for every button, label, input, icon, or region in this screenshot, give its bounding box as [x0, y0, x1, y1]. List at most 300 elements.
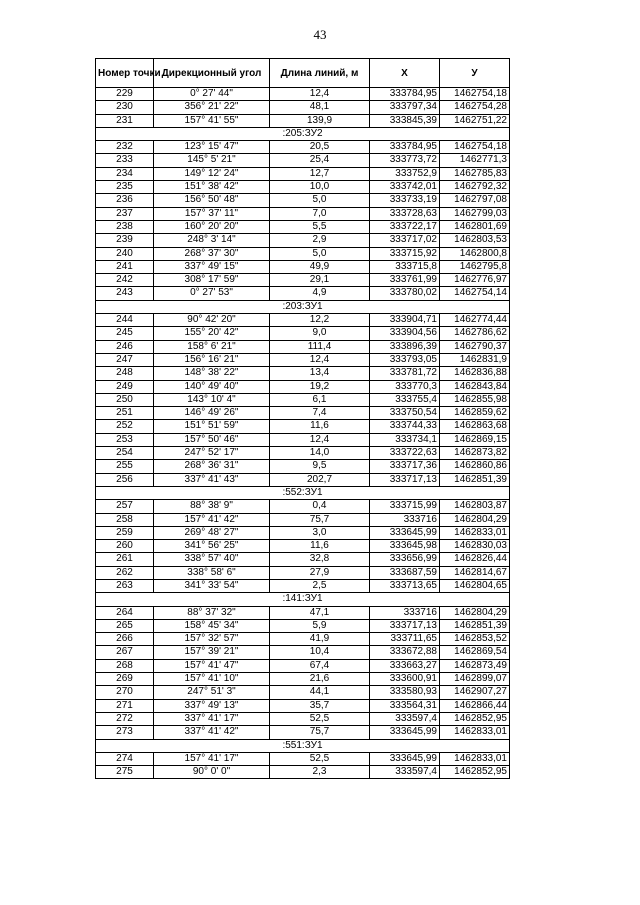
cell-direction-angle: 341° 56' 25": [154, 540, 270, 553]
header-line-length: Длина линий, м: [270, 59, 370, 88]
cell-point-number: 251: [96, 407, 154, 420]
cell-y: 1462852,95: [440, 766, 510, 779]
cell-y: 1462860,86: [440, 460, 510, 473]
cell-y: 1462873,49: [440, 659, 510, 672]
cell-y: 1462873,82: [440, 447, 510, 460]
cell-point-number: 249: [96, 380, 154, 393]
cell-point-number: 244: [96, 314, 154, 327]
cell-x: 333744,33: [370, 420, 440, 433]
cell-line-length: 111,4: [270, 340, 370, 353]
cell-x: 333645,99: [370, 726, 440, 739]
cell-y: 1462869,15: [440, 433, 510, 446]
table-row: [96, 287, 510, 300]
cell-y: 1462804,29: [440, 513, 510, 526]
cell-line-length: 35,7: [270, 699, 370, 712]
cell-line-length: 139,9: [270, 114, 370, 127]
cell-x: 333717,13: [370, 619, 440, 632]
cell-x: 333752,9: [370, 167, 440, 180]
cell-direction-angle: 157° 41' 42": [154, 513, 270, 526]
cell-y: 1462833,01: [440, 726, 510, 739]
cell-y: 1462754,28: [440, 101, 510, 114]
cell-x: 333715,92: [370, 247, 440, 260]
cell-line-length: 7,4: [270, 407, 370, 420]
cell-line-length: 52,5: [270, 712, 370, 725]
cell-point-number: 241: [96, 260, 154, 273]
cell-x: 333784,95: [370, 88, 440, 101]
table-row: [96, 101, 510, 114]
cell-direction-angle: 337° 41' 42": [154, 726, 270, 739]
cell-x: 333773,72: [370, 154, 440, 167]
cell-direction-angle: 337° 49' 15": [154, 260, 270, 273]
section-label: :141:ЗУ1: [96, 593, 510, 606]
cell-direction-angle: 151° 51' 59": [154, 420, 270, 433]
cell-point-number: 263: [96, 579, 154, 592]
cell-direction-angle: 140° 49' 40": [154, 380, 270, 393]
cell-direction-angle: 149° 12' 24": [154, 167, 270, 180]
cell-line-length: 2,9: [270, 234, 370, 247]
cell-x: 333742,01: [370, 181, 440, 194]
table-row: [96, 367, 510, 380]
cell-y: 1462804,65: [440, 579, 510, 592]
cell-y: 1462833,01: [440, 526, 510, 539]
cell-x: 333784,95: [370, 141, 440, 154]
cell-x: 333797,34: [370, 101, 440, 114]
cell-x: 333656,99: [370, 553, 440, 566]
cell-point-number: 231: [96, 114, 154, 127]
cell-line-length: 12,4: [270, 433, 370, 446]
table-row: [96, 726, 510, 739]
table-row: [96, 181, 510, 194]
table-row: [96, 314, 510, 327]
cell-x: 333722,17: [370, 220, 440, 233]
cell-line-length: 21,6: [270, 673, 370, 686]
cell-y: 1462774,44: [440, 314, 510, 327]
cell-line-length: 7,0: [270, 207, 370, 220]
cell-y: 1462899,07: [440, 673, 510, 686]
cell-point-number: 237: [96, 207, 154, 220]
cell-x: 333904,56: [370, 327, 440, 340]
cell-point-number: 269: [96, 673, 154, 686]
cell-line-length: 5,5: [270, 220, 370, 233]
cell-y: 1462869,54: [440, 646, 510, 659]
table-row: [96, 340, 510, 353]
table-row: [96, 407, 510, 420]
cell-x: 333845,39: [370, 114, 440, 127]
table-row: [96, 606, 510, 619]
cell-line-length: 12,4: [270, 88, 370, 101]
cell-point-number: 264: [96, 606, 154, 619]
cell-line-length: 6,1: [270, 393, 370, 406]
table-row: [96, 540, 510, 553]
cell-line-length: 2,3: [270, 766, 370, 779]
header-x: X: [370, 59, 440, 88]
cell-y: 1462814,67: [440, 566, 510, 579]
cell-x: 333645,99: [370, 526, 440, 539]
cell-direction-angle: 157° 41' 55": [154, 114, 270, 127]
table-row: [96, 260, 510, 273]
cell-direction-angle: 157° 50' 46": [154, 433, 270, 446]
cell-direction-angle: 338° 57' 40": [154, 553, 270, 566]
table-row: [96, 420, 510, 433]
cell-x: 333770,3: [370, 380, 440, 393]
cell-direction-angle: 0° 27' 53": [154, 287, 270, 300]
table-row: [96, 752, 510, 765]
cell-line-length: 11,6: [270, 420, 370, 433]
cell-point-number: 253: [96, 433, 154, 446]
cell-y: 1462866,44: [440, 699, 510, 712]
cell-line-length: 5,9: [270, 619, 370, 632]
cell-point-number: 243: [96, 287, 154, 300]
table-row: [96, 712, 510, 725]
cell-direction-angle: 157° 32' 57": [154, 633, 270, 646]
cell-point-number: 242: [96, 274, 154, 287]
cell-point-number: 247: [96, 353, 154, 366]
cell-direction-angle: 157° 41' 47": [154, 659, 270, 672]
cell-line-length: 12,7: [270, 167, 370, 180]
cell-line-length: 44,1: [270, 686, 370, 699]
cell-direction-angle: 90° 0' 0": [154, 766, 270, 779]
cell-direction-angle: 88° 37' 32": [154, 606, 270, 619]
cell-line-length: 49,9: [270, 260, 370, 273]
cell-line-length: 48,1: [270, 101, 370, 114]
cell-direction-angle: 148° 38' 22": [154, 367, 270, 380]
cell-point-number: 274: [96, 752, 154, 765]
cell-direction-angle: 158° 45' 34": [154, 619, 270, 632]
page-number: 43: [313, 27, 327, 42]
cell-x: 333761,99: [370, 274, 440, 287]
cell-point-number: 270: [96, 686, 154, 699]
cell-x: 333564,31: [370, 699, 440, 712]
cell-line-length: 10,0: [270, 181, 370, 194]
cell-x: 333711,65: [370, 633, 440, 646]
cell-x: 333733,19: [370, 194, 440, 207]
cell-y: 1462776,97: [440, 274, 510, 287]
cell-x: 333597,4: [370, 712, 440, 725]
section-label: :551:ЗУ1: [96, 739, 510, 752]
table-row: [96, 460, 510, 473]
cell-y: 1462801,69: [440, 220, 510, 233]
cell-line-length: 52,5: [270, 752, 370, 765]
cell-x: 333780,02: [370, 287, 440, 300]
cell-line-length: 202,7: [270, 473, 370, 486]
cell-direction-angle: 268° 36' 31": [154, 460, 270, 473]
table-row: [96, 673, 510, 686]
table-row: [96, 274, 510, 287]
cell-x: 333600,91: [370, 673, 440, 686]
table-row: [96, 566, 510, 579]
cell-direction-angle: 248° 3' 14": [154, 234, 270, 247]
cell-x: 333645,98: [370, 540, 440, 553]
table-row: [96, 526, 510, 539]
cell-line-length: 19,2: [270, 380, 370, 393]
cell-line-length: 12,4: [270, 353, 370, 366]
cell-line-length: 75,7: [270, 513, 370, 526]
cell-y: 1462836,88: [440, 367, 510, 380]
cell-y: 1462831,9: [440, 353, 510, 366]
cell-x: 333645,99: [370, 752, 440, 765]
cell-point-number: 245: [96, 327, 154, 340]
cell-point-number: 254: [96, 447, 154, 460]
section-label: :205:ЗУ2: [96, 127, 510, 140]
cell-direction-angle: 151° 38' 42": [154, 181, 270, 194]
cell-y: 1462751,22: [440, 114, 510, 127]
table-row: [96, 88, 510, 101]
cell-point-number: 271: [96, 699, 154, 712]
cell-y: 1462771,3: [440, 154, 510, 167]
table-row: [96, 154, 510, 167]
cell-x: 333896,39: [370, 340, 440, 353]
cell-point-number: 232: [96, 141, 154, 154]
table-row: [96, 659, 510, 672]
cell-y: 1462830,03: [440, 540, 510, 553]
cell-x: 333715,99: [370, 500, 440, 513]
cell-line-length: 3,0: [270, 526, 370, 539]
section-row: [96, 127, 510, 140]
cell-direction-angle: 145° 5' 21": [154, 154, 270, 167]
cell-y: 1462754,18: [440, 88, 510, 101]
cell-direction-angle: 0° 27' 44": [154, 88, 270, 101]
section-row: [96, 300, 510, 313]
table-row: [96, 619, 510, 632]
cell-x: 333717,02: [370, 234, 440, 247]
header-y: У: [440, 59, 510, 88]
cell-y: 1462855,98: [440, 393, 510, 406]
cell-direction-angle: 156° 50' 48": [154, 194, 270, 207]
cell-direction-angle: 268° 37' 30": [154, 247, 270, 260]
cell-direction-angle: 143° 10' 4": [154, 393, 270, 406]
header-point-number: Номер точки: [96, 59, 154, 88]
cell-y: 1462785,83: [440, 167, 510, 180]
cell-line-length: 32,8: [270, 553, 370, 566]
cell-line-length: 47,1: [270, 606, 370, 619]
table-row: [96, 393, 510, 406]
table-row: [96, 699, 510, 712]
cell-line-length: 12,2: [270, 314, 370, 327]
cell-point-number: 267: [96, 646, 154, 659]
cell-line-length: 41,9: [270, 633, 370, 646]
cell-direction-angle: 157° 37' 11": [154, 207, 270, 220]
table-row: [96, 327, 510, 340]
cell-y: 1462800,8: [440, 247, 510, 260]
cell-y: 1462852,95: [440, 712, 510, 725]
section-row: [96, 486, 510, 499]
cell-point-number: 275: [96, 766, 154, 779]
cell-point-number: 235: [96, 181, 154, 194]
cell-point-number: 256: [96, 473, 154, 486]
cell-line-length: 9,5: [270, 460, 370, 473]
cell-x: 333750,54: [370, 407, 440, 420]
cell-x: 333734,1: [370, 433, 440, 446]
cell-direction-angle: 337° 49' 13": [154, 699, 270, 712]
cell-x: 333687,59: [370, 566, 440, 579]
table-row: [96, 207, 510, 220]
cell-y: 1462851,39: [440, 473, 510, 486]
cell-y: 1462907,27: [440, 686, 510, 699]
cell-y: 1462826,44: [440, 553, 510, 566]
cell-y: 1462754,18: [440, 141, 510, 154]
table-row: [96, 473, 510, 486]
cell-line-length: 5,0: [270, 194, 370, 207]
cell-direction-angle: 308° 17' 59": [154, 274, 270, 287]
cell-x: 333580,93: [370, 686, 440, 699]
cell-direction-angle: 157° 41' 10": [154, 673, 270, 686]
cell-line-length: 9,0: [270, 327, 370, 340]
cell-line-length: 75,7: [270, 726, 370, 739]
cell-direction-angle: 160° 20' 20": [154, 220, 270, 233]
cell-line-length: 29,1: [270, 274, 370, 287]
cell-x: 333755,4: [370, 393, 440, 406]
cell-line-length: 4,9: [270, 287, 370, 300]
cell-point-number: 265: [96, 619, 154, 632]
table-row: [96, 247, 510, 260]
cell-direction-angle: 356° 21' 22": [154, 101, 270, 114]
cell-line-length: 13,4: [270, 367, 370, 380]
cell-point-number: 273: [96, 726, 154, 739]
cell-direction-angle: 123° 15' 47": [154, 141, 270, 154]
cell-direction-angle: 157° 39' 21": [154, 646, 270, 659]
cell-point-number: 259: [96, 526, 154, 539]
cell-point-number: 248: [96, 367, 154, 380]
cell-y: 1462797,08: [440, 194, 510, 207]
cell-point-number: 257: [96, 500, 154, 513]
cell-point-number: 252: [96, 420, 154, 433]
cell-y: 1462853,52: [440, 633, 510, 646]
cell-y: 1462803,87: [440, 500, 510, 513]
cell-x: 333904,71: [370, 314, 440, 327]
cell-y: 1462786,62: [440, 327, 510, 340]
cell-point-number: 258: [96, 513, 154, 526]
cell-point-number: 262: [96, 566, 154, 579]
cell-point-number: 268: [96, 659, 154, 672]
table-row: [96, 579, 510, 592]
cell-x: 333597,4: [370, 766, 440, 779]
cell-point-number: 230: [96, 101, 154, 114]
cell-point-number: 240: [96, 247, 154, 260]
cell-direction-angle: 247° 51' 3": [154, 686, 270, 699]
cell-y: 1462790,37: [440, 340, 510, 353]
cell-direction-angle: 157° 41' 17": [154, 752, 270, 765]
cell-direction-angle: 88° 38' 9": [154, 500, 270, 513]
cell-y: 1462843,84: [440, 380, 510, 393]
cell-x: 333715,8: [370, 260, 440, 273]
cell-direction-angle: 146° 49' 26": [154, 407, 270, 420]
table-row: [96, 766, 510, 779]
cell-point-number: 272: [96, 712, 154, 725]
table-row: [96, 447, 510, 460]
table-body: [96, 88, 510, 779]
cell-point-number: 238: [96, 220, 154, 233]
cell-line-length: 0,4: [270, 500, 370, 513]
table-row: [96, 513, 510, 526]
cell-y: 1462754,14: [440, 287, 510, 300]
cell-point-number: 239: [96, 234, 154, 247]
cell-direction-angle: 247° 52' 17": [154, 447, 270, 460]
cell-line-length: 11,6: [270, 540, 370, 553]
table-row: [96, 633, 510, 646]
cell-direction-angle: 338° 58' 6": [154, 566, 270, 579]
cell-direction-angle: 156° 16' 21": [154, 353, 270, 366]
table-row: [96, 553, 510, 566]
cell-point-number: 233: [96, 154, 154, 167]
cell-direction-angle: 269° 48' 27": [154, 526, 270, 539]
table-row: [96, 500, 510, 513]
table-row: [96, 234, 510, 247]
cell-line-length: 10,4: [270, 646, 370, 659]
cell-line-length: 5,0: [270, 247, 370, 260]
cell-line-length: 2,5: [270, 579, 370, 592]
cell-y: 1462795,8: [440, 260, 510, 273]
cell-x: 333663,27: [370, 659, 440, 672]
table-row: [96, 646, 510, 659]
cell-x: 333716: [370, 606, 440, 619]
cell-y: 1462863,68: [440, 420, 510, 433]
table-row: [96, 353, 510, 366]
cell-direction-angle: 337° 41' 43": [154, 473, 270, 486]
cell-line-length: 25,4: [270, 154, 370, 167]
cell-y: 1462792,32: [440, 181, 510, 194]
cell-y: 1462859,62: [440, 407, 510, 420]
table-row: [96, 194, 510, 207]
cell-x: 333728,63: [370, 207, 440, 220]
cell-point-number: 229: [96, 88, 154, 101]
cell-direction-angle: 337° 41' 17": [154, 712, 270, 725]
header-direction-angle: Дирекционный угол: [154, 59, 270, 88]
section-label: :552:ЗУ1: [96, 486, 510, 499]
table-row: [96, 114, 510, 127]
cell-x: 333793,05: [370, 353, 440, 366]
cell-line-length: 20,5: [270, 141, 370, 154]
table-row: [96, 167, 510, 180]
table-row: [96, 433, 510, 446]
table-row: [96, 220, 510, 233]
cell-x: 333717,13: [370, 473, 440, 486]
table-row: [96, 141, 510, 154]
cell-point-number: 236: [96, 194, 154, 207]
cell-y: 1462851,39: [440, 619, 510, 632]
cell-point-number: 266: [96, 633, 154, 646]
cell-y: 1462833,01: [440, 752, 510, 765]
cell-x: 333713,65: [370, 579, 440, 592]
cell-y: 1462803,53: [440, 234, 510, 247]
cell-y: 1462804,29: [440, 606, 510, 619]
table-row: [96, 686, 510, 699]
cell-point-number: 255: [96, 460, 154, 473]
cell-x: 333722,63: [370, 447, 440, 460]
cell-direction-angle: 341° 33' 54": [154, 579, 270, 592]
table-header-row: [96, 59, 510, 88]
cell-direction-angle: 158° 6' 21": [154, 340, 270, 353]
cell-point-number: 246: [96, 340, 154, 353]
cell-direction-angle: 155° 20' 42": [154, 327, 270, 340]
cell-x: 333716: [370, 513, 440, 526]
cell-direction-angle: 90° 42' 20": [154, 314, 270, 327]
cell-point-number: 250: [96, 393, 154, 406]
cell-x: 333717,36: [370, 460, 440, 473]
cell-x: 333672,88: [370, 646, 440, 659]
cell-line-length: 67,4: [270, 659, 370, 672]
cell-x: 333781,72: [370, 367, 440, 380]
cell-y: 1462799,03: [440, 207, 510, 220]
coordinates-table: [95, 58, 510, 779]
cell-line-length: 14,0: [270, 447, 370, 460]
cell-point-number: 234: [96, 167, 154, 180]
cell-point-number: 261: [96, 553, 154, 566]
table-row: [96, 380, 510, 393]
section-label: :203:ЗУ1: [96, 300, 510, 313]
section-row: [96, 593, 510, 606]
section-row: [96, 739, 510, 752]
cell-line-length: 27,9: [270, 566, 370, 579]
